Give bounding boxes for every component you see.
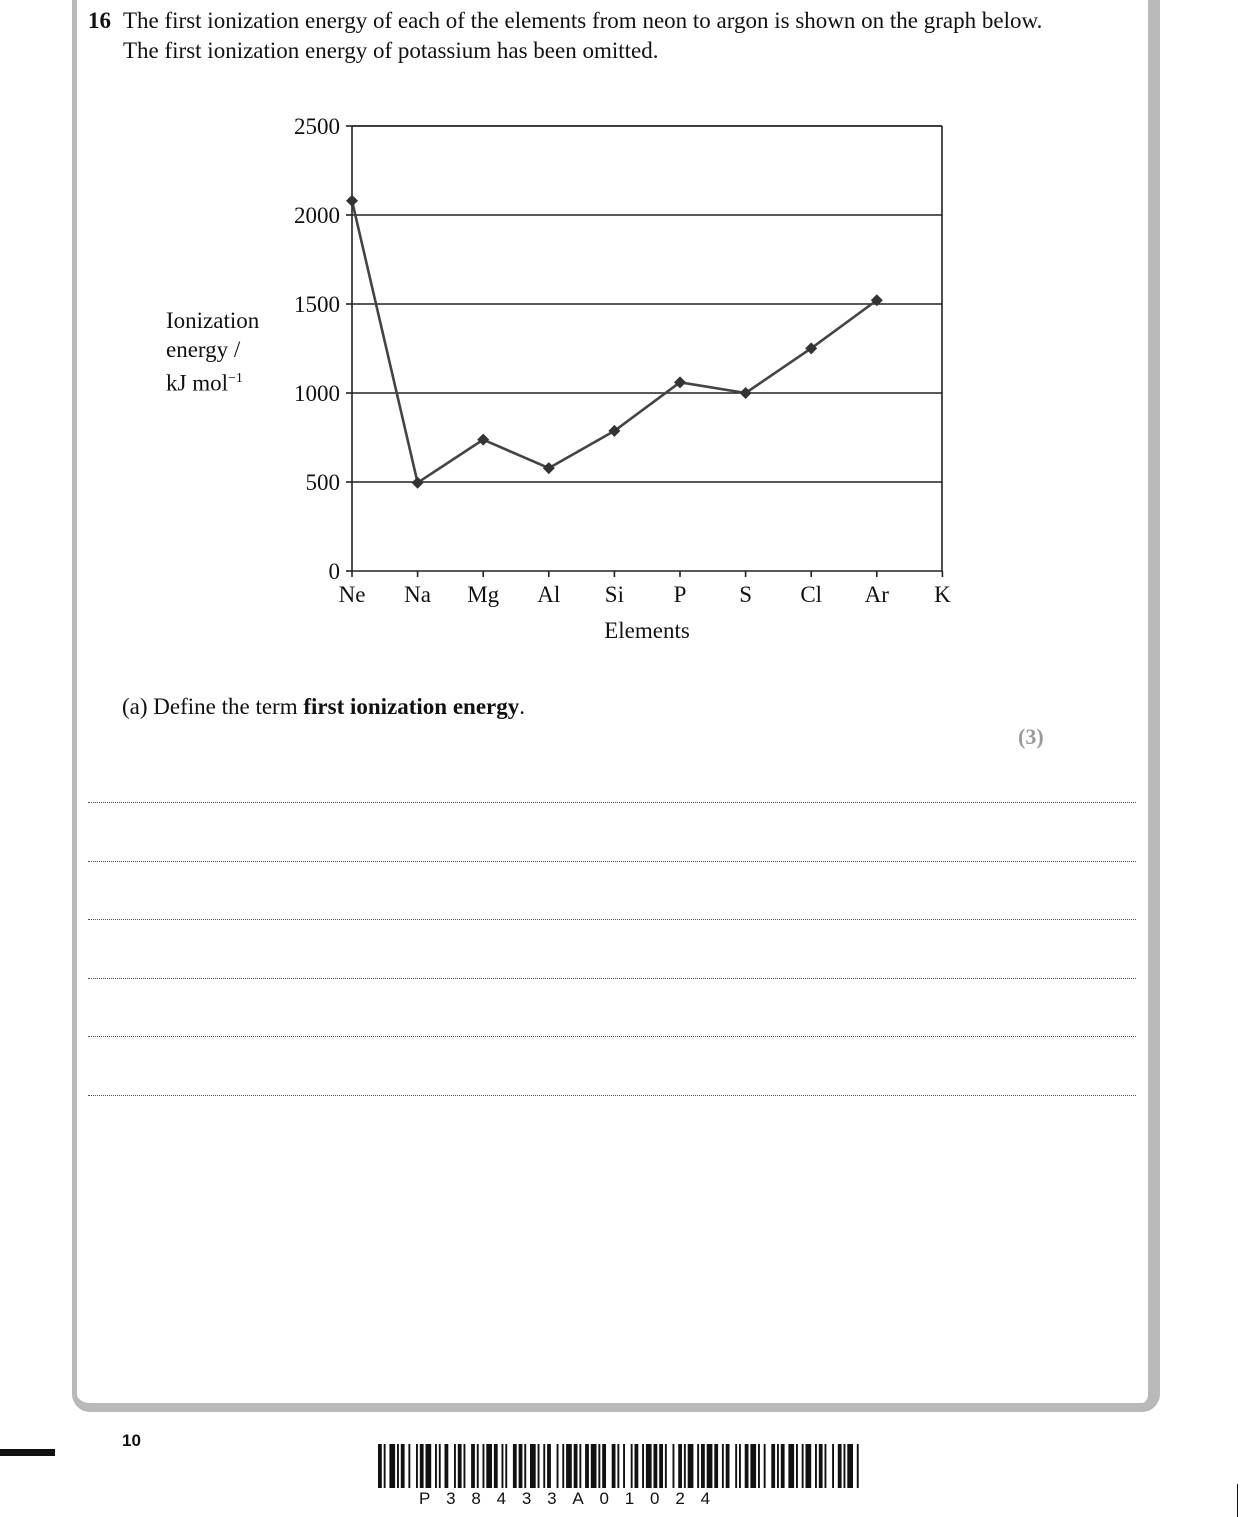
barcode-bar [401,1444,405,1488]
barcode-bar [646,1444,652,1488]
barcode-bar [585,1444,589,1488]
barcode-bar [591,1444,597,1488]
barcode-bar [543,1444,545,1488]
barcode-bar [857,1444,859,1488]
barcode-bar [524,1444,526,1488]
barcode-text: P38433A01024 [419,1489,726,1508]
barcode-bar [739,1444,741,1488]
series-line [352,201,877,483]
y-axis-unit: kJ mol [166,370,228,396]
barcode-bar [494,1444,498,1488]
barcode-bar [505,1444,507,1488]
x-tick-label: P [673,582,687,607]
barcode-bar [659,1444,663,1488]
barcode-bar [654,1444,658,1488]
data-point [346,195,358,207]
answer-line[interactable] [88,802,1136,803]
barcode-bar [788,1444,794,1488]
part-a-question [122,694,525,720]
x-tick-label: Cl [800,582,823,607]
y-axis-label-line-1: Ionization [166,308,260,333]
ionization-energy-chart [0,0,1240,660]
x-tick-label: Mg [467,582,500,607]
y-tick-label: 2000 [294,203,340,228]
y-tick-label: 1500 [294,292,340,317]
barcode-bar [439,1444,441,1488]
answer-line[interactable] [88,861,1136,862]
question-number: 16 [88,8,111,33]
barcode-bar [781,1444,785,1488]
x-tick-label: Si [604,582,624,607]
answer-line[interactable] [88,919,1136,920]
barcode-bar [408,1444,410,1488]
barcode-bar [519,1444,523,1488]
barcode-bar [684,1444,686,1488]
x-tick-label: S [739,582,752,607]
barcode-bar [378,1444,382,1488]
barcode-bar [420,1444,424,1488]
barcode-bar [777,1444,779,1488]
barcode-bar [635,1444,639,1488]
edge-marker [0,1449,55,1456]
y-tick-label: 500 [305,470,340,495]
x-tick-label: Na [404,582,432,607]
x-tick-label: Ar [864,582,889,607]
question-text: The first ionization energy of each of the elements from neon to argon is shown on the graph below. The first ionization energy of potassium has been omitted. [123,8,1043,63]
barcode-bar [416,1444,418,1488]
barcode-bar [574,1444,578,1488]
barcode-bar [454,1444,456,1488]
barcode-bar [538,1444,540,1488]
barcode-bar [673,1444,675,1488]
barcode-bar [697,1444,699,1488]
barcode-bar [726,1444,730,1488]
edge-marker-right [1237,1484,1238,1517]
barcode-bar [617,1444,619,1488]
answer-line[interactable] [88,1036,1136,1037]
barcode-bar [435,1444,437,1488]
barcode-bar [665,1444,667,1488]
barcode-bar [562,1444,564,1488]
barcode-bar [384,1444,386,1488]
marks-label: (3) [1018,724,1044,749]
barcode-bar [566,1444,572,1488]
barcode [376,1444,862,1488]
part-a-bold-term: first ionization energy [303,694,520,719]
barcode-bar [502,1444,504,1488]
barcode-bar [847,1444,853,1488]
barcode-bar [579,1444,581,1488]
barcode-bar [486,1444,492,1488]
barcode-bar [688,1444,694,1488]
barcode-bar [735,1444,737,1488]
barcode-bar [464,1444,466,1488]
y-tick-label: 0 [328,559,340,584]
barcode-bar [764,1444,766,1488]
barcode-bar [612,1444,616,1488]
barcode-bar [815,1444,817,1488]
barcode-bar [445,1444,449,1488]
barcode-bar [707,1444,713,1488]
y-axis-unit-exponent: −1 [227,371,243,386]
y-tick-label: 1000 [294,381,340,406]
barcode-bar [513,1444,517,1488]
barcode-bar [701,1444,705,1488]
answer-line[interactable] [88,1095,1136,1096]
x-tick-label: Al [537,582,561,607]
barcode-bar [844,1444,846,1488]
barcode-bar [557,1444,559,1488]
barcode-bar [547,1444,551,1488]
barcode-bar [771,1444,775,1488]
barcode-bar [602,1444,606,1488]
barcode-bar [426,1444,432,1488]
barcode-bar [825,1444,827,1488]
barcode-bar [642,1444,644,1488]
barcode-bar [598,1444,600,1488]
x-tick-label: Ne [338,582,366,607]
x-axis-label: Elements [604,618,690,643]
barcode-bar [483,1444,485,1488]
y-axis-label-line-2: energy / [166,337,241,362]
barcode-bar [750,1444,756,1488]
barcode-bar [802,1444,804,1488]
barcode-bar [623,1444,625,1488]
barcode-bar [745,1444,749,1488]
data-point [543,462,555,474]
barcode-bar [714,1444,718,1488]
barcode-bar [796,1444,798,1488]
barcode-bar [389,1444,395,1488]
y-tick-label: 2500 [294,114,340,139]
part-a-prefix: (a) Define the term [122,694,304,719]
x-tick-label: K [934,582,951,607]
barcode-bar [819,1444,823,1488]
barcode-bar [838,1444,842,1488]
barcode-bar [806,1444,812,1488]
barcode-bar [458,1444,462,1488]
answer-line[interactable] [88,978,1136,979]
barcode-bar [758,1444,760,1488]
barcode-bar [722,1444,724,1488]
barcode-bar [471,1444,475,1488]
barcode-bar [397,1444,399,1488]
barcode-bar [631,1444,633,1488]
barcode-bar [678,1444,682,1488]
page-number: 10 [122,1431,141,1450]
barcode-bar [530,1444,536,1488]
barcode-bar [832,1444,834,1488]
part-a-suffix: . [519,694,526,719]
barcode-bar [477,1444,479,1488]
